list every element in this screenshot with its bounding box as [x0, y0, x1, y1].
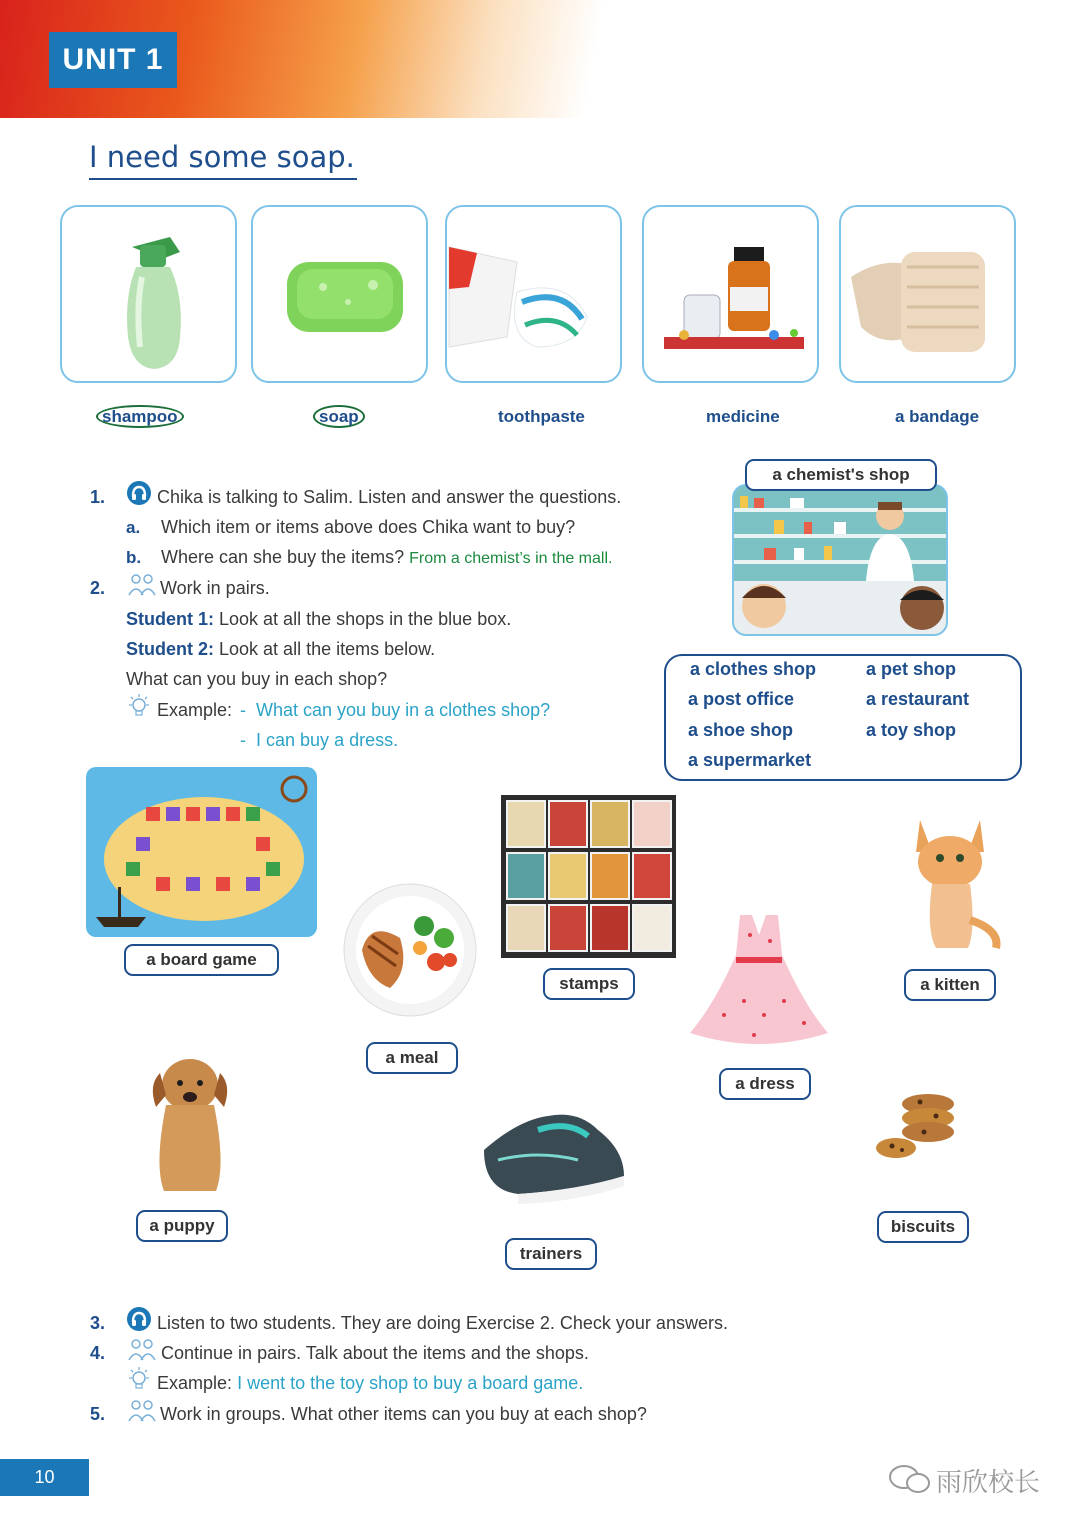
- exercise-2-instruction: Work in pairs.: [160, 578, 270, 598]
- student-2-line: [126, 639, 435, 660]
- product-meal: a meal: [366, 1042, 458, 1074]
- shop-restaurant: a restaurant: [866, 689, 970, 709]
- page-number: 10: [0, 1459, 89, 1496]
- toothpaste-card: [445, 205, 622, 383]
- dress-image: [684, 905, 834, 1055]
- stamps-image: [501, 795, 676, 958]
- product-kitten: a kitten: [904, 969, 996, 1001]
- toothpaste-tube-icon: [447, 207, 622, 383]
- example-question-text: What can you buy in a clothes shop?: [256, 700, 551, 720]
- pair-work-icon: [128, 1397, 156, 1423]
- pair-work-icon: [128, 571, 156, 597]
- shampoo-bottle-icon: [62, 207, 237, 383]
- exercise-1a-question: Which item or items above does Chika want to buy?: [161, 517, 576, 537]
- shop-post-office: a post office: [688, 689, 795, 709]
- trainers-image: [478, 1090, 628, 1210]
- product-biscuits: biscuits: [877, 1211, 969, 1243]
- shop-toy: a toy shop: [866, 720, 957, 740]
- exercise-1a-label: a.: [126, 518, 141, 537]
- exercise-1-instruction: Chika is talking to Salim. Listen and answer the questions.: [157, 487, 622, 507]
- exercise-4-example-label: Example:: [157, 1373, 233, 1393]
- item-label-bandage: a bandage: [895, 407, 980, 426]
- item-label-soap: soap: [313, 407, 365, 427]
- biscuits-image: [868, 1080, 968, 1170]
- student-2-label: Student 2:: [126, 639, 214, 659]
- headphones-icon: [127, 481, 151, 505]
- product-dress: a dress: [719, 1068, 811, 1100]
- exercise-4-example: [157, 1373, 583, 1394]
- example-dash-1: -: [240, 700, 246, 720]
- exercise-4-instruction: Continue in pairs. Talk about the items and the shops.: [161, 1343, 589, 1363]
- product-board-game: a board game: [124, 944, 279, 976]
- item-label-toothpaste: toothpaste: [498, 407, 585, 426]
- unit-badge: UNIT 1: [49, 32, 177, 88]
- exercise-2-number: 2.: [90, 578, 106, 598]
- shop-clothes: a clothes shop: [690, 659, 817, 679]
- soap-card: [251, 205, 428, 383]
- lightbulb-icon: [127, 1367, 151, 1393]
- chemist-shop-label: a chemist's shop: [745, 459, 937, 491]
- exercise-1b-answer: From a chemist’s in the mall.: [409, 550, 613, 567]
- soap-bar-icon: [253, 207, 428, 383]
- exercise-1-number: 1.: [90, 487, 106, 507]
- meal-plate-image: [340, 880, 480, 1020]
- shampoo-card: [60, 205, 237, 383]
- example-label: Example:: [157, 700, 233, 720]
- exercise-1b-text: Where can she buy the items?: [161, 547, 405, 567]
- exercise-5-instruction: Work in groups. What other items can you buy at each shop?: [160, 1404, 647, 1424]
- exercise-5-number: 5.: [90, 1404, 106, 1424]
- product-stamps: stamps: [543, 968, 635, 1000]
- medicine-card: [642, 205, 819, 383]
- product-puppy: a puppy: [136, 1210, 228, 1242]
- medicine-bottles-icon: [644, 207, 819, 383]
- product-trainers: trainers: [505, 1238, 597, 1270]
- watermark: 雨欣校长: [936, 1467, 1041, 1497]
- student-1-label: Student 1:: [126, 609, 214, 629]
- lesson-title: I need some soap.: [89, 140, 357, 180]
- example-question: [240, 700, 550, 721]
- item-label-medicine: medicine: [706, 407, 780, 426]
- chemist-shop-illustration: [732, 484, 948, 636]
- headphones-icon: [127, 1307, 151, 1331]
- example-answer-text: I can buy a dress.: [256, 730, 399, 750]
- bandage-card: [839, 205, 1016, 383]
- bandage-roll-icon: [841, 207, 1016, 383]
- shop-supermarket: a supermarket: [688, 750, 812, 770]
- exercise-2-question: What can you buy in each shop?: [126, 669, 388, 689]
- pair-work-icon: [128, 1336, 156, 1362]
- exercise-3-number: 3.: [90, 1313, 106, 1333]
- student-1-line: [126, 609, 511, 630]
- lightbulb-icon: [127, 694, 151, 720]
- student-2-text: Look at all the items below.: [219, 639, 436, 659]
- exercise-1b-question: [161, 547, 612, 568]
- shop-pet: a pet shop: [866, 659, 957, 679]
- student-1-text: Look at all the shops in the blue box.: [219, 609, 512, 629]
- exercise-1b-label: b.: [126, 548, 142, 567]
- example-dash-2: -: [240, 730, 246, 750]
- exercise-3-instruction: Listen to two students. They are doing Exercise 2. Check your answers.: [157, 1313, 728, 1333]
- item-label-shampoo: shampoo: [96, 407, 184, 427]
- kitten-image: [896, 800, 1016, 955]
- pharmacy-scene-icon: [734, 486, 948, 636]
- board-game-image: [86, 767, 317, 937]
- shop-shoe: a shoe shop: [688, 720, 794, 740]
- puppy-image: [130, 1045, 250, 1195]
- exercise-4-example-text: I went to the toy shop to buy a board game.: [237, 1373, 584, 1393]
- example-answer: [240, 730, 398, 751]
- exercise-4-number: 4.: [90, 1343, 106, 1363]
- wechat-icon: [888, 1464, 932, 1494]
